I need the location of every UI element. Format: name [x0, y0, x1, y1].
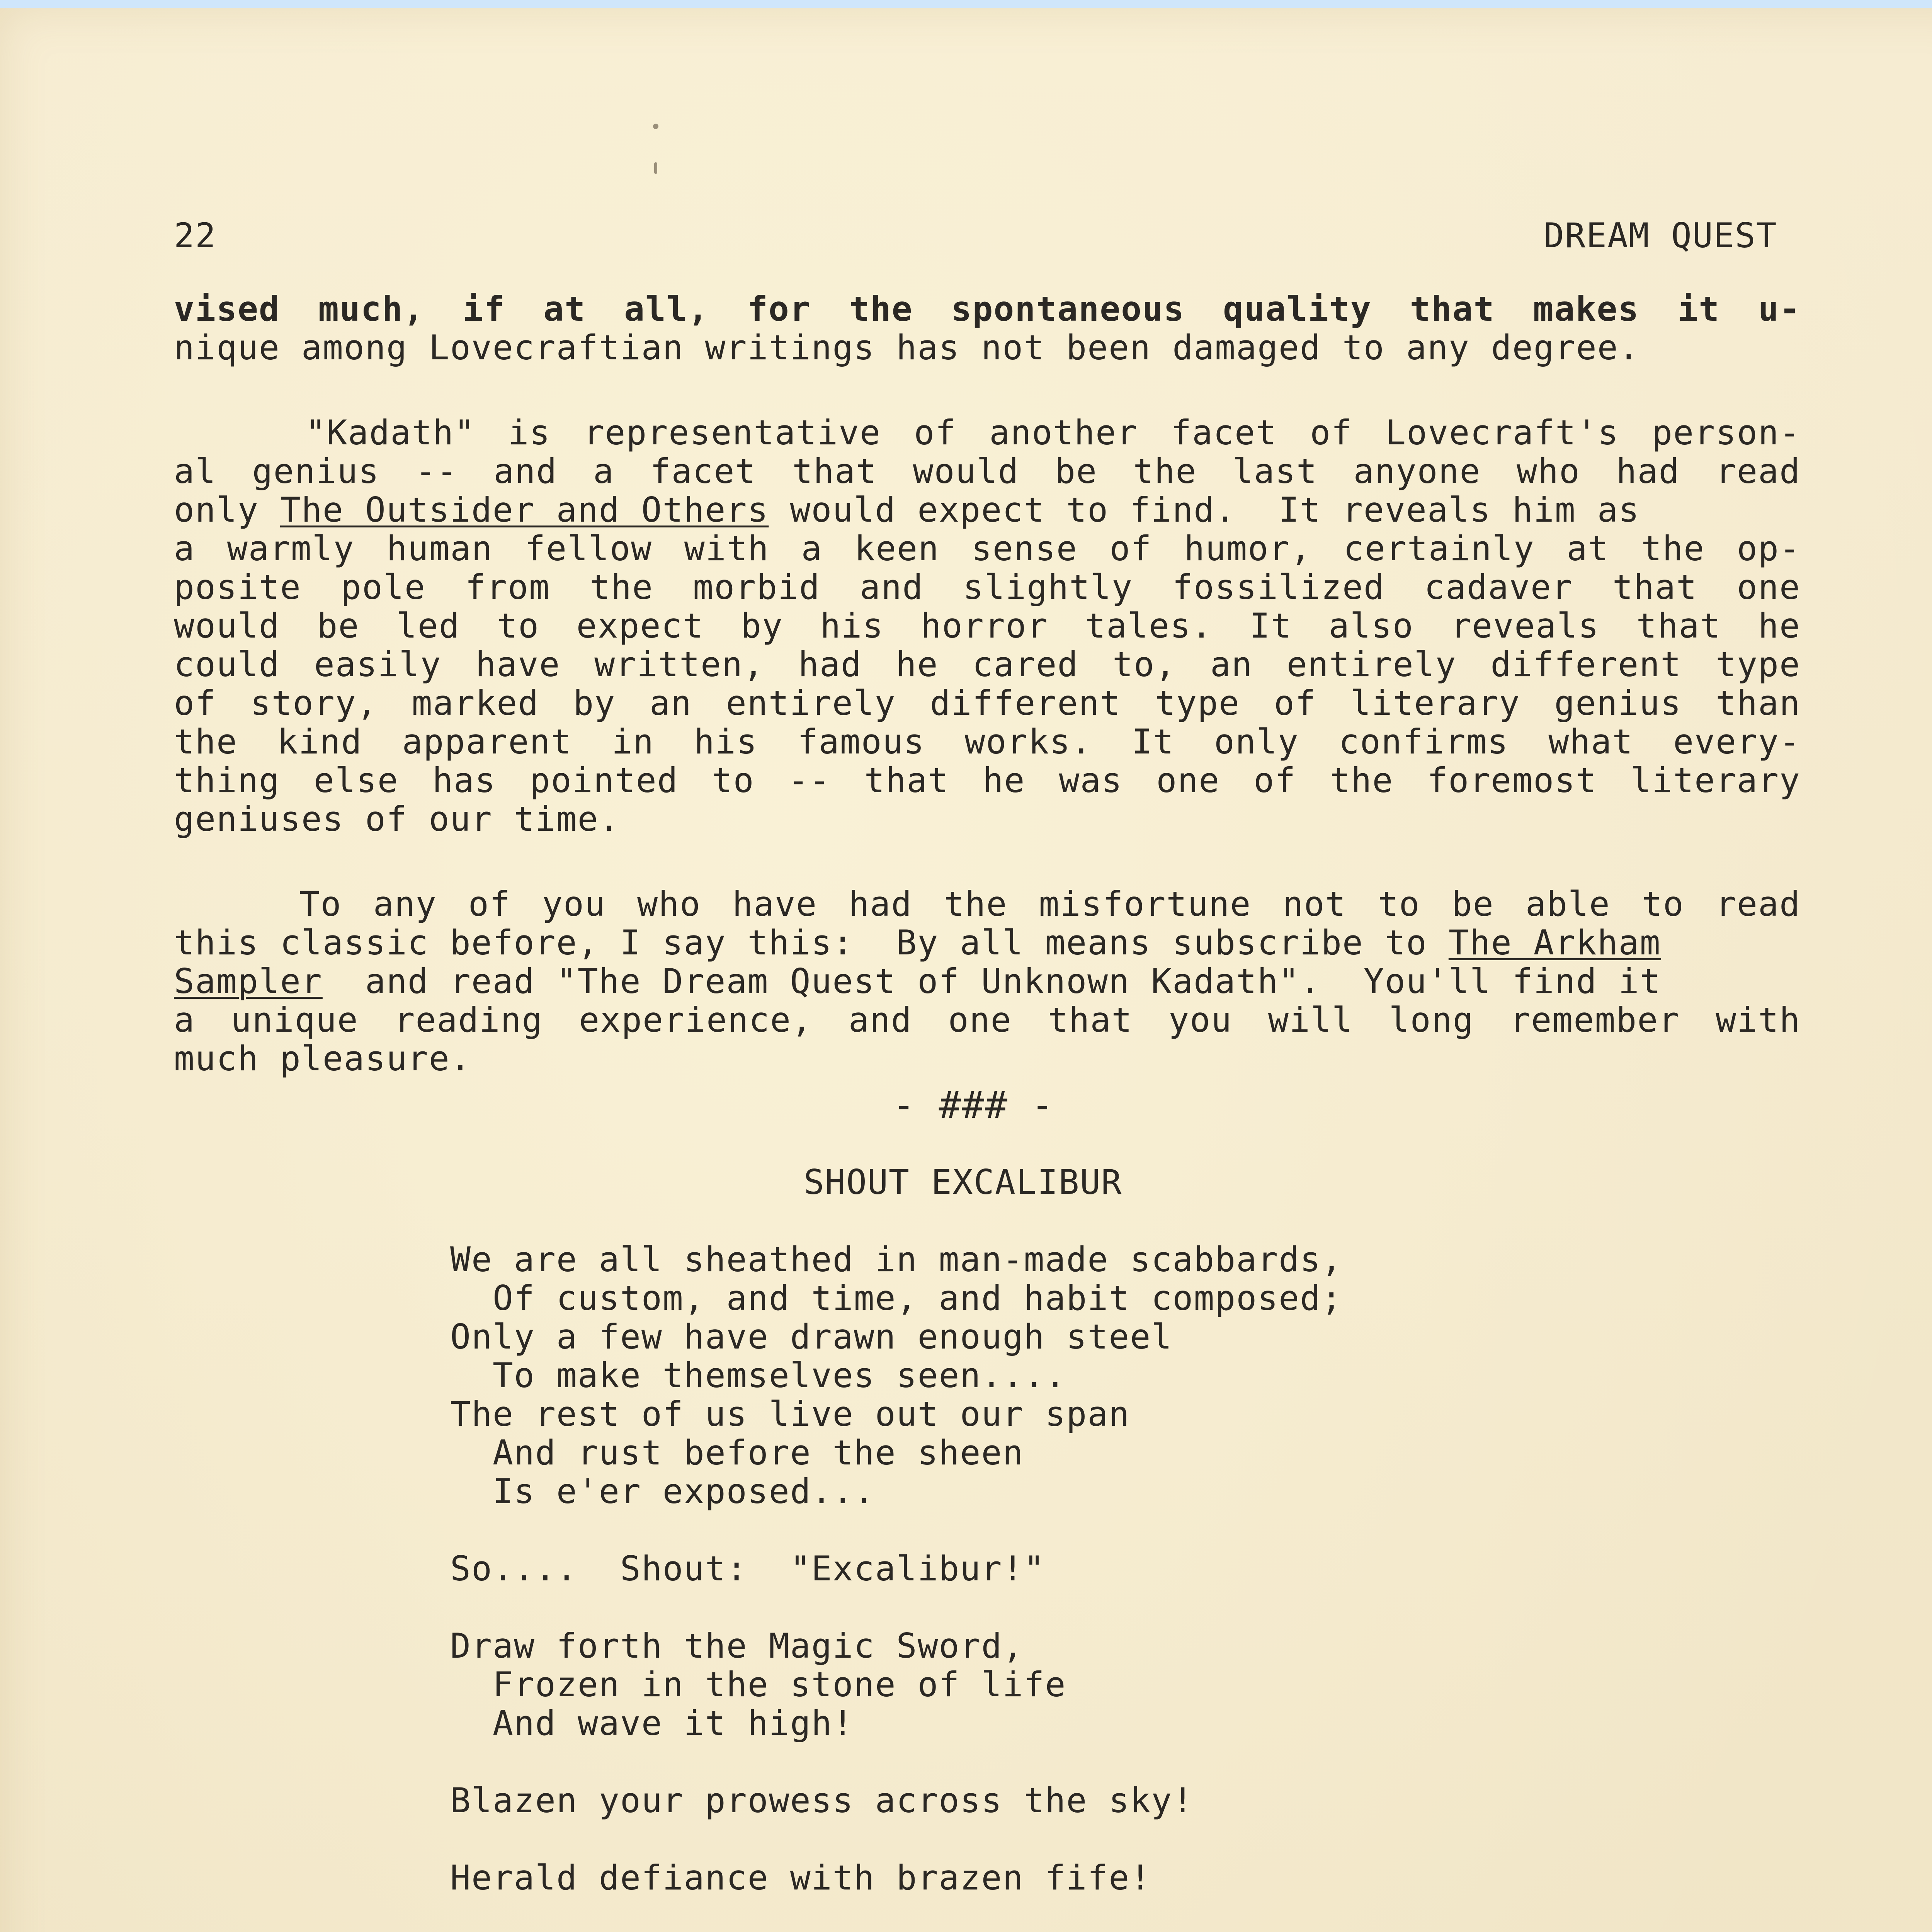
text-line: vised much, if at all, for the spontaneous quality that makes it u-: [174, 289, 1801, 329]
poem-body: [450, 1240, 1342, 1932]
stanza-break: [450, 1743, 1342, 1781]
text-line: "Kadath" is representative of another facet of Lovecraft's person-: [174, 413, 1801, 452]
text-line: could easily have written, had he cared to, an entirely different type: [174, 645, 1801, 684]
page-number: 22: [174, 216, 216, 255]
poem-line: We are all sheathed in man-made scabbards,: [450, 1240, 1343, 1279]
section-separator: - ### -: [893, 1083, 1054, 1127]
running-title: DREAM QUEST: [1544, 216, 1777, 255]
text-line: geniuses of our time.: [174, 799, 620, 839]
punch-mark: [654, 162, 657, 174]
paragraph-2: [174, 413, 1801, 838]
publication-title-arkham: The Arkham: [1448, 923, 1661, 963]
poem-line: Of custom, and time, and habit composed;: [450, 1278, 1343, 1318]
stanza-break: [450, 1897, 1342, 1932]
paragraph-3: [174, 885, 1801, 1078]
text-line: of story, marked by an entirely different type of literary genius than: [174, 683, 1801, 723]
text-line: a unique reading experience, and one that you will long remember with: [174, 1000, 1801, 1040]
poem-line: And rust before the sheen: [450, 1433, 1024, 1473]
text-line: al genius -- and a facet that would be the last anyone who had read: [174, 451, 1801, 491]
stanza-break: [450, 1588, 1342, 1627]
punch-mark: [653, 124, 658, 129]
stanza-break: [450, 1820, 1342, 1859]
text-line: would be led to expect by his horror tales. It also reveals that he: [174, 606, 1801, 646]
book-title-outsider: The Outsider and Others: [280, 490, 769, 530]
poem-line: So.... Shout: "Excalibur!": [450, 1549, 1045, 1588]
paragraph-1: [174, 290, 1801, 367]
poem-line: Blazen your prowess across the sky!: [450, 1781, 1194, 1820]
text-line: a warmly human fellow with a keen sense of humor, certainly at the op-: [174, 529, 1801, 568]
poem-line: Draw forth the Magic Sword,: [450, 1626, 1024, 1666]
text-line: thing else has pointed to -- that he was one of the foremost literary: [174, 760, 1801, 800]
text-line: this classic before, I say this: By all means subscribe to The Arkham: [174, 923, 1661, 963]
text-line: the kind apparent in his famous works. It only confirms what every-: [174, 722, 1801, 762]
text-line: posite pole from the morbid and slightly fossilized cadaver that one: [174, 567, 1801, 607]
publication-title-sampler: Sampler: [174, 961, 323, 1001]
text-line: To any of you who have had the misfortune not to be able to read: [174, 884, 1801, 924]
poem-line: Is e'er exposed...: [450, 1471, 875, 1511]
poem-line: The rest of us live out our span: [450, 1394, 1130, 1434]
poem-line: Only a few have drawn enough steel: [450, 1317, 1173, 1357]
magazine-page: [0, 8, 1932, 1932]
poem-title: SHOUT EXCALIBUR: [804, 1162, 1122, 1202]
poem-line: And wave it high!: [450, 1703, 854, 1743]
text-line: much pleasure.: [174, 1039, 471, 1078]
poem-line: Frozen in the stone of life: [450, 1665, 1066, 1704]
text-line: only The Outsider and Others would expect to find. It reveals him as: [174, 490, 1640, 530]
poem-line: Herald defiance with brazen fife!: [450, 1858, 1151, 1898]
text-line: nique among Lovecraftian writings has not been damaged to any degree.: [174, 328, 1640, 367]
stanza-break: [450, 1511, 1342, 1549]
poem-line: To make themselves seen....: [450, 1355, 1066, 1395]
text-line: Sampler and read "The Dream Quest of Unknown Kadath". You'll find it: [174, 961, 1661, 1001]
